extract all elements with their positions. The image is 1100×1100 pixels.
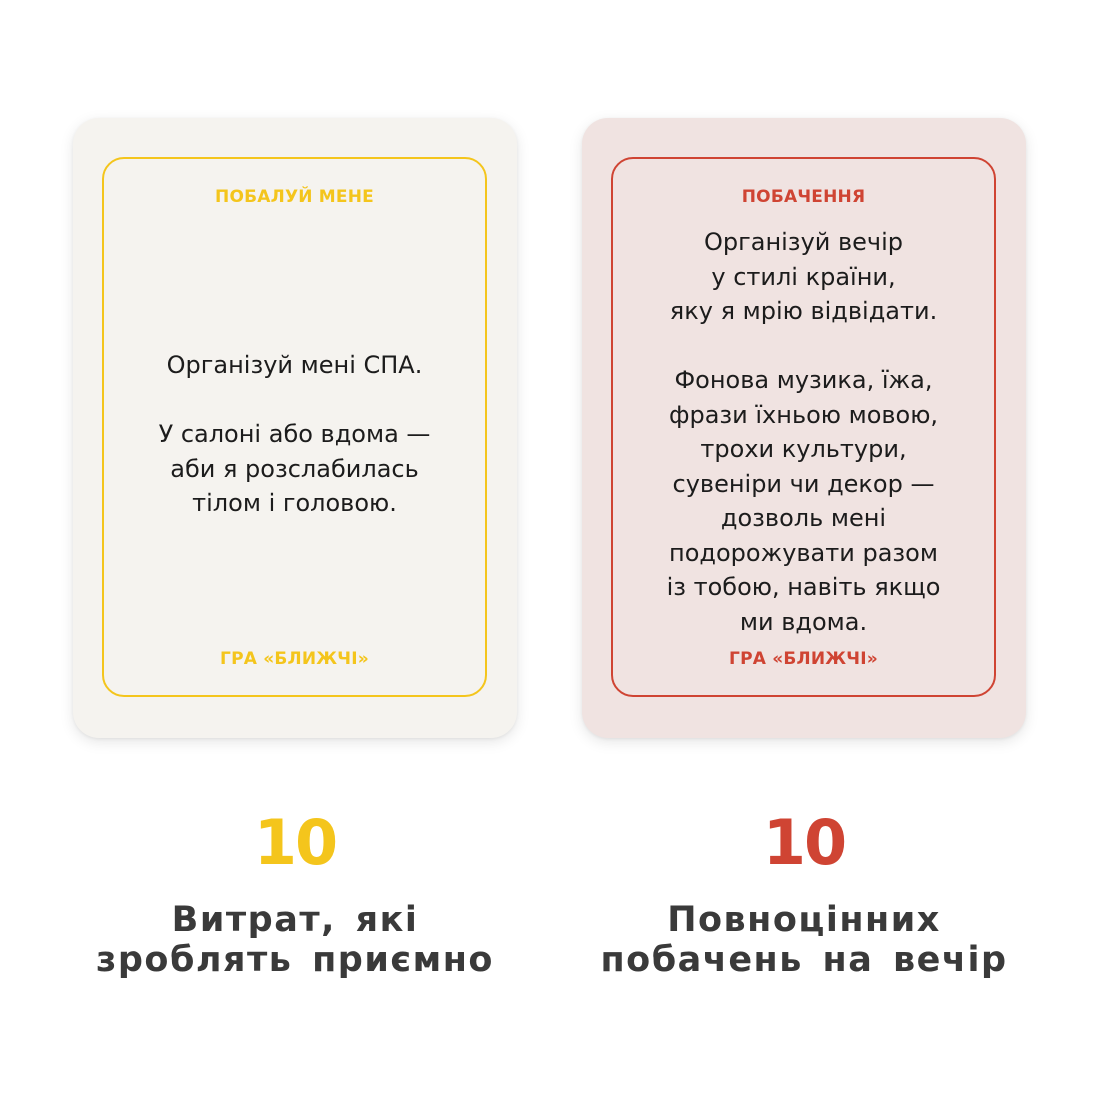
card-category: ПОБАЛУЙ МЕНЕ (215, 187, 374, 207)
card-body (613, 225, 994, 639)
card-category: ПОБАЧЕННЯ (741, 187, 866, 207)
stat-caption: Повноцінних побачень на вечір (600, 900, 1008, 980)
card-paragraph: Фонова музика, їжа, фрази їхньою мовою, трохи культури, сувеніри чи декор — дозволь мені подорожувати разом із тобою, навіть якщо ми вдома. (666, 366, 941, 636)
card-frame (102, 157, 487, 697)
stat-number: 10 (762, 806, 846, 879)
card-paragraph: У салоні або вдома — аби я розслабилась тілом і головою. (158, 420, 431, 517)
card-footer: ГРА «БЛИЖЧІ» (729, 649, 878, 669)
spa-card (73, 118, 517, 738)
card-frame (611, 157, 996, 697)
date-card (582, 118, 1026, 738)
stat-caption: Витрат, які зроблять приємно (96, 900, 494, 980)
card-footer: ГРА «БЛИЖЧІ» (220, 649, 369, 669)
spa-stat (45, 808, 545, 980)
date-stat (554, 808, 1054, 980)
card-body (104, 348, 485, 521)
card-paragraph: Організуй вечір у стилі країни, яку я мрію відвідати. (669, 228, 938, 325)
stat-number: 10 (253, 806, 337, 879)
card-paragraph: Організуй мені СПА. (166, 351, 423, 379)
